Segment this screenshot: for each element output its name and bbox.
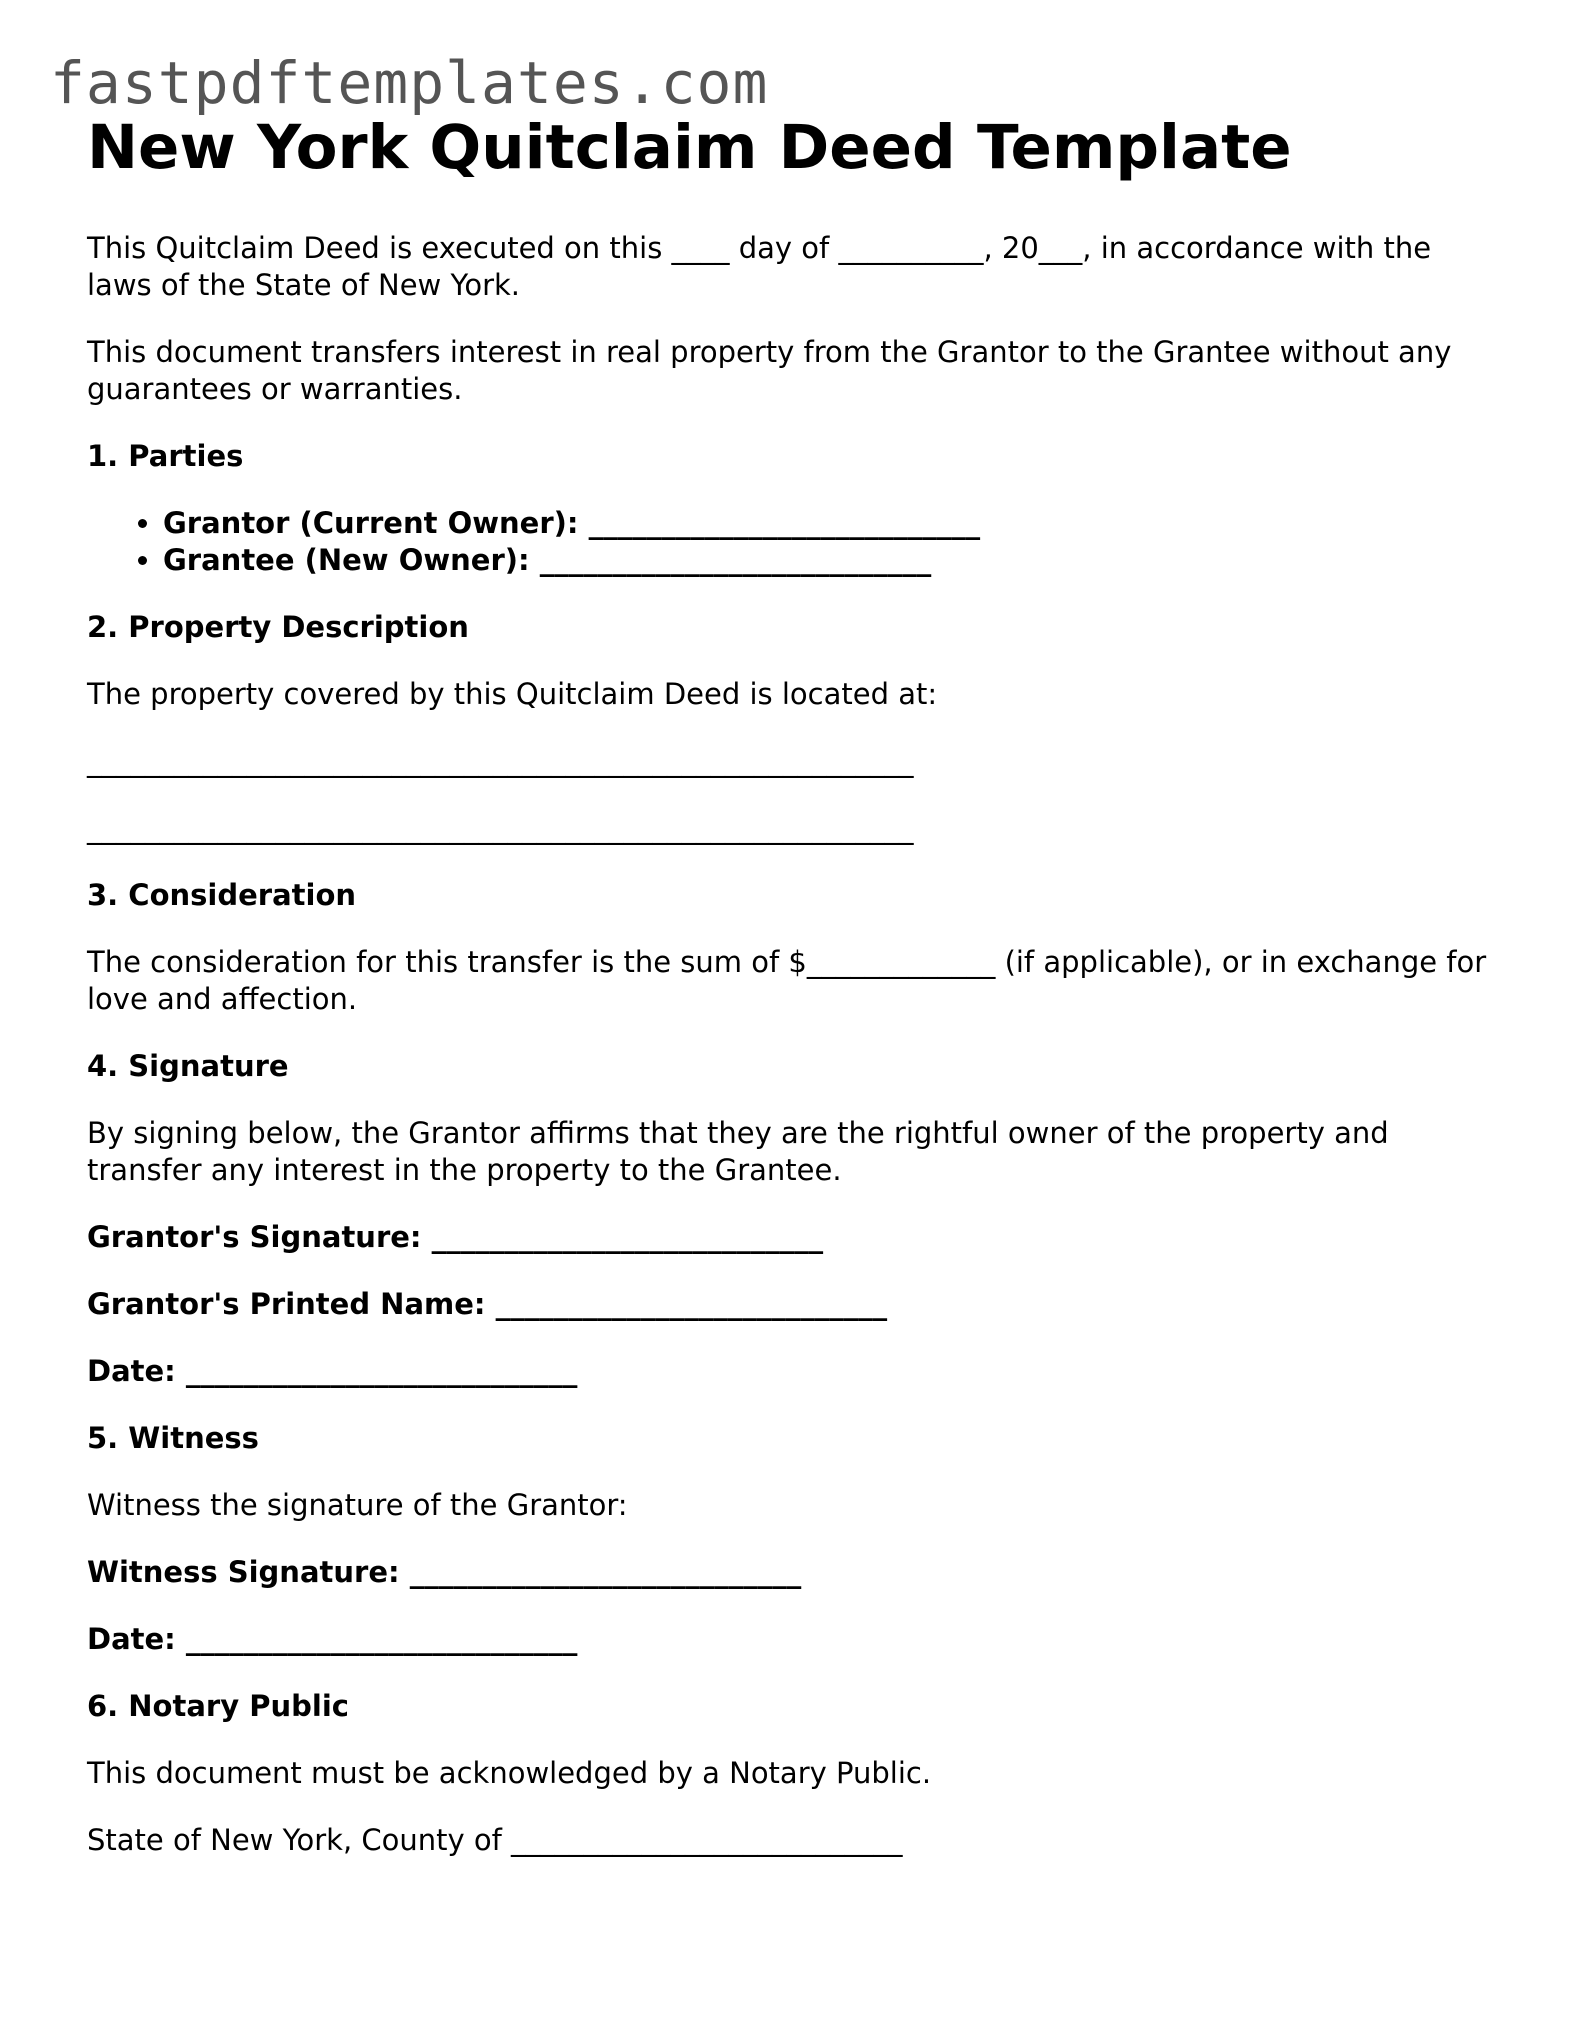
notary-text: This document must be acknowledged by a Notary Public. (87, 1756, 932, 1790)
property-address-line-1: _________________________________________________________ (87, 744, 914, 778)
parties-list (87, 505, 1487, 579)
grantor-date-field: Date: ___________________________ (87, 1354, 578, 1388)
page-title: New York Quitclaim Deed Template (87, 112, 1292, 183)
intro-paragraph-1: This Quitclaim Deed is executed on this ____ day of __________, 20___, in accordance with the laws of the State of New York. (87, 231, 1432, 302)
section-heading-notary: 6. Notary Public (87, 1689, 349, 1723)
witness-text: Witness the signature of the Grantor: (87, 1488, 628, 1522)
witness-date-field: Date: ___________________________ (87, 1622, 578, 1656)
grantee-field: • Grantee (New Owner): ___________________________ (163, 542, 1487, 579)
intro-paragraph-2: This document transfers interest in real property from the Grantor to the Grantee without any guarantees or warranties. (87, 335, 1452, 406)
grantor-signature-field: Grantor's Signature: ___________________________ (87, 1220, 824, 1254)
watermark: fastpdftemplates.com (50, 49, 769, 117)
section-heading-witness: 5. Witness (87, 1421, 259, 1455)
section-heading-parties: 1. Parties (87, 439, 244, 473)
property-address-line-2: _________________________________________________________ (87, 811, 914, 845)
witness-signature-field: Witness Signature: ___________________________ (87, 1555, 802, 1589)
grantor-printed-name-field: Grantor's Printed Name: ___________________________ (87, 1287, 888, 1321)
document (87, 108, 1487, 1859)
section-heading-property: 2. Property Description (87, 610, 469, 644)
section-heading-consideration: 3. Consideration (87, 878, 357, 912)
notary-county-field: State of New York, County of ___________________________ (87, 1823, 903, 1857)
section-heading-signature: 4. Signature (87, 1049, 289, 1083)
grantor-field: • Grantor (Current Owner): ___________________________ (163, 505, 1487, 542)
signature-text: By signing below, the Grantor affirms that they are the rightful owner of the property and transfer any interest in the property to the Grantee. (87, 1116, 1389, 1187)
consideration-text: The consideration for this transfer is the sum of $_____________ (if applicable), or in exchange for love and affection. (87, 945, 1487, 1016)
property-text: The property covered by this Quitclaim Deed is located at: (87, 677, 938, 711)
